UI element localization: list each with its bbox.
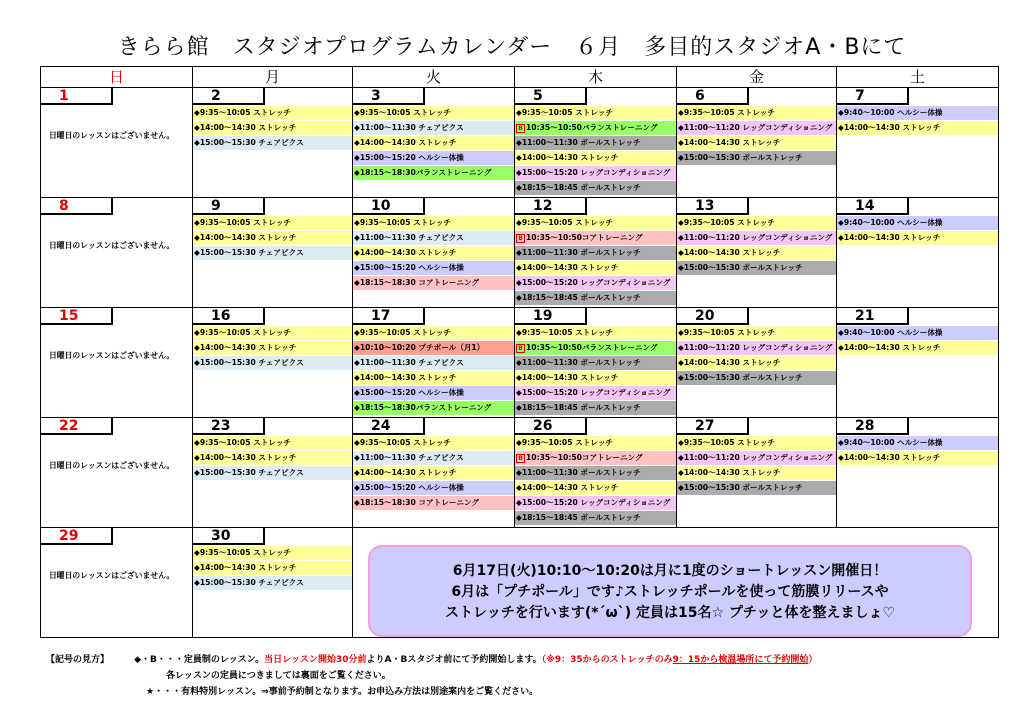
legend-highlight: （※9：35からのストレッチのみ [541,655,673,665]
day-number: 1 [41,88,113,105]
lesson-item: ◆15:00～15:20 レッグコンディショニング [515,496,676,510]
lesson-item: ◆18:15～18:45 ポールストレッチ [515,291,676,305]
legend-highlight: 9：15から検温場所にて予約開始 [672,655,809,665]
lesson-item: ◆11:00～11:30 チェアピクス [353,356,514,370]
day-number: 6 [677,88,749,105]
day-cell [353,418,514,527]
lesson-item: ◆14:00～14:30 ストレッチ [515,371,676,385]
boxed-b-icon: B [516,454,525,463]
lesson-item: ◆9:35～10:05 ストレッチ [515,216,676,230]
lesson-item: ◆11:00～11:20 レッグコンディショニング [677,451,836,465]
day-number: 17 [353,308,425,325]
lesson-item: ◆9:35～10:05 ストレッチ [677,106,836,120]
day-cell [837,88,998,197]
day-number: 3 [353,88,425,105]
lesson-item: ◆14:00～14:30 ストレッチ [677,466,836,480]
lesson-item: ◆9:35～10:05 ストレッチ [515,326,676,340]
lesson-item: ◆15:00～15:20 レッグコンディショニング [515,276,676,290]
lesson-item: ◆14:00～14:30 ストレッチ [353,136,514,150]
day-number: 7 [837,88,909,105]
lesson-item: ◆15:00～15:20 レッグコンディショニング [515,166,676,180]
header-sunday: 日 [41,67,193,88]
header-thursday: 木 [515,67,677,88]
lesson-item: ◆14:00～14:30 ストレッチ [677,136,836,150]
lesson-item: ◆18:15～18:45 ポールストレッチ [515,511,676,525]
boxed-b-icon: B [516,344,525,353]
lesson-item: ◆9:35～10:05 ストレッチ [353,326,514,340]
day-cell [677,198,836,307]
day-cell [193,528,352,637]
legend-note: 各レッスンの定員につきましては裏面をご覧ください。 [166,671,391,681]
week-row [41,418,999,528]
legend-heading: 【記号の見方】 [46,655,110,665]
day-cell [41,198,192,307]
day-cell [837,198,998,307]
lesson-item: ◆14:00～14:30 ストレッチ [515,151,676,165]
day-number: 12 [515,198,587,215]
lesson-item: ◆14:00～14:30 ストレッチ [515,481,676,495]
lesson-item: ◆15:00～15:30 ポールストレッチ [677,151,836,165]
notice-box [368,545,972,637]
day-number: 30 [193,528,265,545]
lesson-item: ◆15:00～15:30 ポールストレッチ [677,261,836,275]
day-cell [41,528,192,637]
day-cell [353,308,514,417]
lesson-item: ◆9:40～10:00 ヘルシー体操 [837,326,998,340]
day-number: 9 [193,198,265,215]
sunday-message: 日曜日のレッスンはございません。 [49,351,175,360]
lesson-item: ◆9:35～10:05 ストレッチ [193,326,352,340]
day-cell [353,198,514,307]
sunday-message: 日曜日のレッスンはございません。 [49,461,175,470]
notice-line: ストレッチを行います(*´ω`) 定員は15名☆ プチッと体を整えましょ♡ [444,605,896,621]
lesson-item: ◆11:00～11:30 ポールストレッチ [515,356,676,370]
lesson-item: B 10:35～10:50バランストレーニング [515,121,676,135]
lesson-item: ◆14:00～14:30 ストレッチ [837,341,998,355]
lesson-item: ◆14:00～14:30 ストレッチ [193,561,352,575]
lesson-item: ◆14:00～14:30 ストレッチ [353,246,514,260]
legend [46,652,817,700]
day-cell [41,88,192,197]
lesson-item: ◆14:00～14:30 ストレッチ [193,121,352,135]
lesson-item: ◆14:00～14:30 ストレッチ [193,451,352,465]
day-number: 14 [837,198,909,215]
lesson-item: ◆9:35～10:05 ストレッチ [677,216,836,230]
lesson-item: ◆18:15～18:30 コアトレーニング [353,276,514,290]
legend-text: よりA・Bスタジオ前にて予約開始します。 [366,655,542,665]
lesson-item: ◆15:00～15:20 ヘルシー体操 [353,261,514,275]
header-tuesday: 火 [353,67,515,88]
day-number: 23 [193,418,265,435]
lesson-item: B 10:35～10:50コアトレーニング [515,451,676,465]
day-cell [837,418,998,527]
page-title: きらら館 スタジオプログラムカレンダー ６月 多目的スタジオA・Bにて [117,35,907,60]
day-number: 28 [837,418,909,435]
day-number: 22 [41,418,113,435]
lesson-item: ◆11:00～11:30 ポールストレッチ [515,466,676,480]
lesson-item: ◆15:00～15:30 チェアピクス [193,466,352,480]
lesson-item: ◆9:35～10:05 ストレッチ [353,216,514,230]
notice-line: 6月17日(火)10:10～10:20は月に1度のショートレッスン開催日！ [452,563,888,579]
lesson-item: ◆14:00～14:30 ストレッチ [515,261,676,275]
lesson-item: ◆9:35～10:05 ストレッチ [677,436,836,450]
lesson-item: ◆10:10～10:20 プチポール（月1） [353,341,514,355]
lesson-item: ◆15:00～15:30 チェアピクス [193,246,352,260]
lesson-item: B 10:35～10:50バランストレーニング [515,341,676,355]
week-row [41,308,999,418]
sunday-message: 日曜日のレッスンはございません。 [49,241,175,250]
lesson-item: ◆9:35～10:05 ストレッチ [193,106,352,120]
day-cell [353,88,514,197]
day-cell [515,418,676,527]
day-cell [41,308,192,417]
lesson-item: ◆11:00～11:30 チェアピクス [353,231,514,245]
day-cell [677,308,836,417]
header-friday: 金 [677,67,837,88]
day-number: 20 [677,308,749,325]
day-number: 19 [515,308,587,325]
day-number: 5 [515,88,587,105]
day-cell [677,418,836,527]
lesson-item: ◆9:35～10:05 ストレッチ [677,326,836,340]
notice-line: 6月は「プチポール」です♪ストレッチポールを使って筋膜リリースや [451,584,889,600]
day-number: 10 [353,198,425,215]
day-number: 15 [41,308,113,325]
legend-note: ★・・・有料特別レッスン。⇒事前予約制となります。お申込み方法は別途案内をご覧ください。 [146,687,539,697]
lesson-item: ◆14:00～14:30 ストレッチ [353,371,514,385]
day-number: 26 [515,418,587,435]
day-number: 13 [677,198,749,215]
lesson-item: ◆15:00～15:30 ポールストレッチ [677,481,836,495]
lesson-item: ◆18:15～18:30 コアトレーニング [353,496,514,510]
day-cell [41,418,192,527]
lesson-item: ◆9:40～10:00 ヘルシー体操 [837,106,998,120]
lesson-item: ◆15:00～15:20 レッグコンディショニング [515,386,676,400]
lesson-item: ◆14:00～14:30 ストレッチ [837,231,998,245]
header-monday: 月 [193,67,353,88]
lesson-item: ◆18:15～18:30バランストレーニング [353,166,514,180]
boxed-b-icon: B [516,124,525,133]
lesson-item: ◆18:15～18:45 ポールストレッチ [515,181,676,195]
lesson-item: ◆14:00～14:30 ストレッチ [677,246,836,260]
day-cell [193,308,352,417]
lesson-item: ◆11:00～11:30 チェアピクス [353,451,514,465]
legend-highlight: 当日レッスン開始30分前 [264,655,367,665]
lesson-item: ◆18:15～18:30バランストレーニング [353,401,514,415]
lesson-item: ◆15:00～15:30 チェアピクス [193,576,352,590]
day-number: 24 [353,418,425,435]
boxed-b-icon: B [516,234,525,243]
lesson-item: ◆9:35～10:05 ストレッチ [193,546,352,560]
day-cell [837,308,998,417]
lesson-item: ◆15:00～15:20 ヘルシー体操 [353,386,514,400]
header-saturday: 土 [837,67,999,88]
lesson-item: ◆15:00～15:20 ヘルシー体操 [353,151,514,165]
lesson-item: ◆14:00～14:30 ストレッチ [677,356,836,370]
lesson-item: ◆15:00～15:30 チェアピクス [193,356,352,370]
lesson-item: ◆9:35～10:05 ストレッチ [353,106,514,120]
lesson-item: ◆15:00～15:30 ポールストレッチ [677,371,836,385]
lesson-item: ◆9:35～10:05 ストレッチ [515,106,676,120]
legend-row [46,652,817,668]
lesson-item: ◆9:35～10:05 ストレッチ [193,436,352,450]
lesson-item: ◆9:35～10:05 ストレッチ [353,436,514,450]
lesson-item: B 10:35～10:50コアトレーニング [515,231,676,245]
day-cell [515,198,676,307]
lesson-item: ◆9:40～10:00 ヘルシー体操 [837,436,998,450]
lesson-item: ◆14:00～14:30 ストレッチ [837,451,998,465]
lesson-item: ◆9:35～10:05 ストレッチ [193,216,352,230]
weekday-header [41,67,999,88]
lesson-item: ◆9:40～10:00 ヘルシー体操 [837,216,998,230]
week-row [41,88,999,198]
lesson-item: ◆14:00～14:30 ストレッチ [193,341,352,355]
day-number: 27 [677,418,749,435]
lesson-item: ◆18:15～18:45 ポールストレッチ [515,401,676,415]
day-cell [515,88,676,197]
day-number: 29 [41,528,113,545]
lesson-item: ◆9:35～10:05 ストレッチ [515,436,676,450]
lesson-item: ◆11:00～11:30 ポールストレッチ [515,136,676,150]
lesson-item: ◆11:00～11:30 ポールストレッチ [515,246,676,260]
day-cell [677,88,836,197]
lesson-item: ◆11:00～11:30 チェアピクス [353,121,514,135]
legend-highlight: ） [808,655,818,665]
lesson-item: ◆15:00～15:20 ヘルシー体操 [353,481,514,495]
lesson-item: ◆14:00～14:30 ストレッチ [837,121,998,135]
sunday-message: 日曜日のレッスンはございません。 [49,571,175,580]
day-number: 16 [193,308,265,325]
day-number: 21 [837,308,909,325]
lesson-item: ◆14:00～14:30 ストレッチ [353,466,514,480]
day-number: 8 [41,198,113,215]
lesson-item: ◆14:00～14:30 ストレッチ [193,231,352,245]
day-cell [193,198,352,307]
day-cell [193,418,352,527]
lesson-item: ◆15:00～15:30 チェアピクス [193,136,352,150]
legend-text: ◆・B・・・定員制のレッスン。 [134,655,265,665]
day-number: 2 [193,88,265,105]
day-cell [515,308,676,417]
day-cell [193,88,352,197]
week-row [41,198,999,308]
lesson-item: ◆11:00～11:20 レッグコンディショニング [677,121,836,135]
lesson-item: ◆11:00～11:20 レッグコンディショニング [677,341,836,355]
lesson-item: ◆11:00～11:20 レッグコンディショニング [677,231,836,245]
sunday-message: 日曜日のレッスンはございません。 [49,131,175,140]
